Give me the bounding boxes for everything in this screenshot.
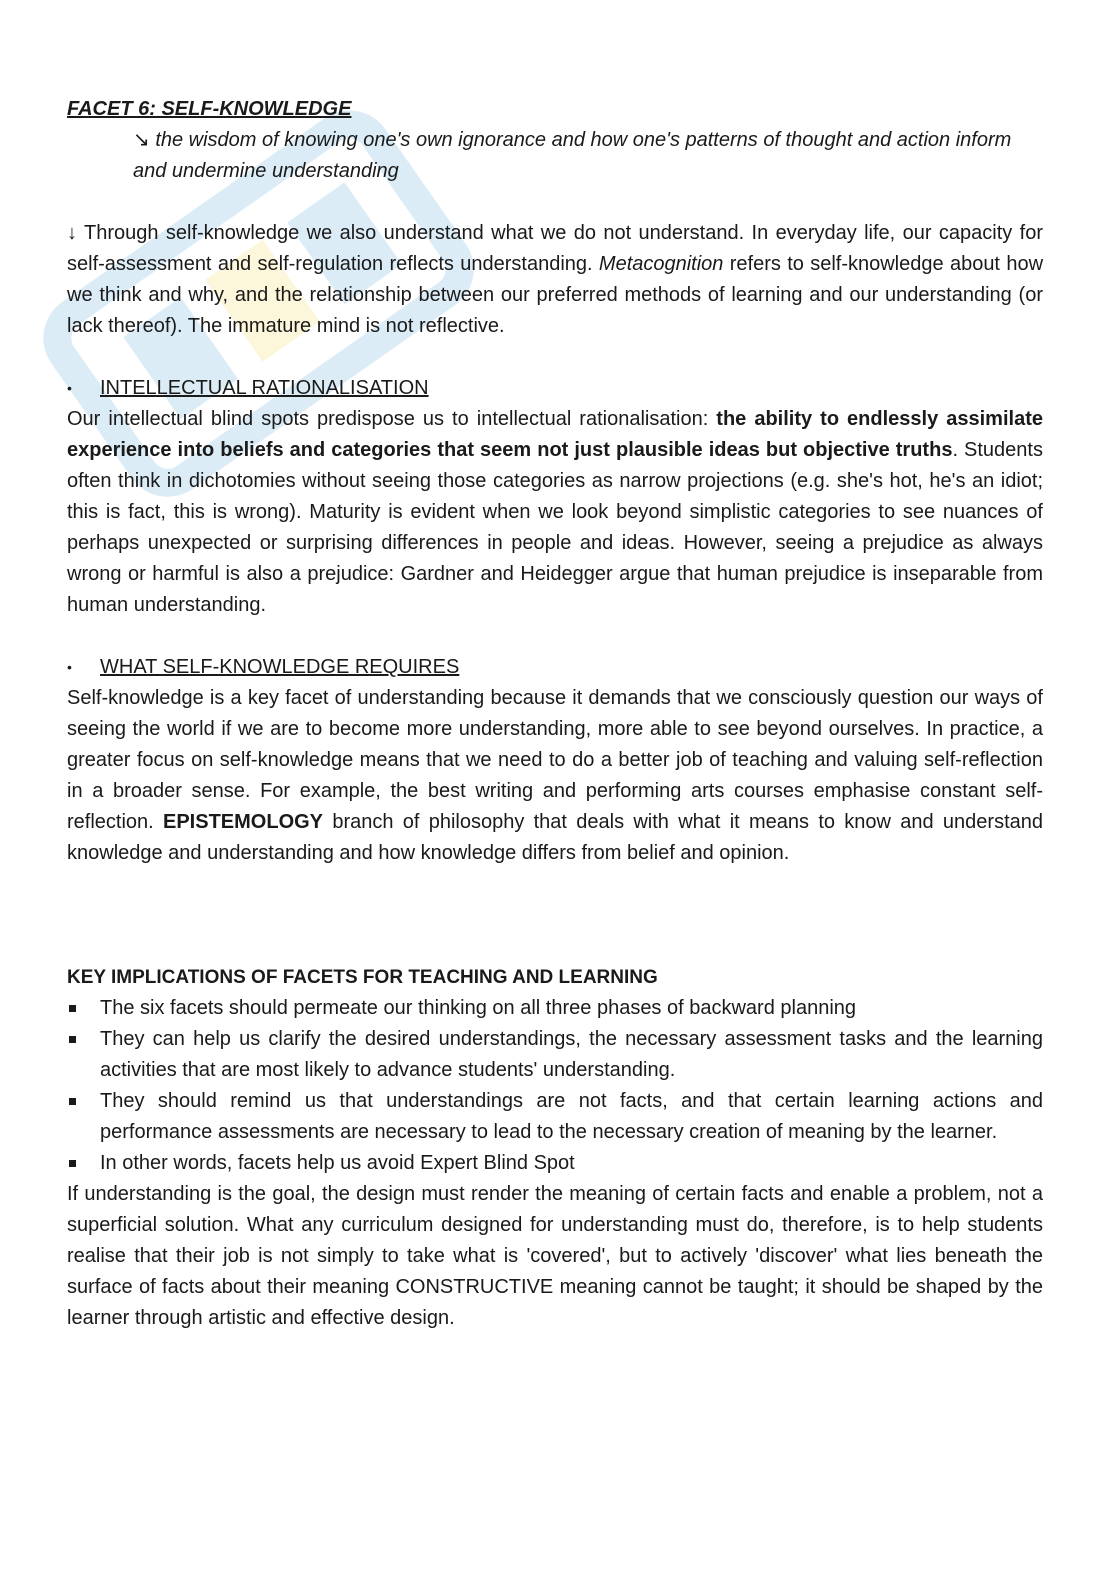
down-arrow-icon: ↓ bbox=[67, 222, 77, 244]
bullet-icon: • bbox=[67, 380, 72, 396]
bullet-icon: • bbox=[67, 659, 72, 675]
list-item: They can help us clarify the desired understandings, the necessary assessment tasks and the learning activities that are most likely to advance students' understanding. bbox=[67, 1024, 1043, 1086]
intro-paragraph: ↓ Through self-knowledge we also understand what we do not understand. In everyday life, our capacity for self-assessment and self-regulation reflects understanding. Metacognition refers to self-knowledge about how we think and why, and the relationship between our preferred methods of learning and our understanding (or lack thereof). The immature mind is not reflective. bbox=[67, 222, 1044, 337]
requires-paragraph: Self-knowledge is a key facet of understanding because it demands that we consciously question our ways of seeing the world if we are to become more understanding, more able to see beyond ourselves. In practice, a greater focus on self-knowledge means that we need to do a better job of teaching and valuing self-reflection in a broader sense. For example, the best writing and performing arts courses emphasise constant self-reflection. EPISTEMOLOGY branch of philosophy that deals with what it means to know and understand knowledge and understanding and how knowledge differs from belief and opinion. bbox=[67, 687, 1043, 864]
list-item: In other words, facets help us avoid Expert Blind Spot bbox=[67, 1148, 1043, 1179]
list-item: They should remind us that understandings are not facts, and that certain learning actions and performance assessments are necessary to lead to the necessary creation of meaning by the learner. bbox=[67, 1086, 1043, 1148]
implications-heading: KEY IMPLICATIONS OF FACETS FOR TEACHING AND LEARNING bbox=[67, 967, 658, 988]
facet-subtitle: ↘ the wisdom of knowing one's own ignorance and how one's patterns of thought and action inform and undermine understanding bbox=[133, 129, 1012, 182]
facet-title: FACET 6: SELF-KNOWLEDGE bbox=[67, 98, 352, 120]
document-page bbox=[67, 94, 1043, 1334]
requires-heading: • WHAT SELF-KNOWLEDGE REQUIRES bbox=[67, 652, 1043, 683]
rationalisation-heading: • INTELLECTUAL RATIONALISATION bbox=[67, 373, 1043, 404]
list-item: The six facets should permeate our thinking on all three phases of backward planning bbox=[67, 993, 1043, 1024]
implications-list bbox=[67, 993, 1043, 1179]
rationalisation-paragraph: Our intellectual blind spots predispose us to intellectual rationalisation: the ability to endlessly assimilate experience into beliefs and categories that seem not just plausible ideas but objective truths. Students often think in dichotomies without seeing those categories as narrow projections (e.g. she's hot, he's an idiot; this is fact, this is wrong). Maturity is evident when we look beyond simplistic categories to see nuances of perhaps unexpected or surprising differences in people and ideas. However, seeing a prejudice as always wrong or harmful is also a prejudice: Gardner and Heidegger argue that human prejudice is inseparable from human understanding. bbox=[67, 408, 1043, 616]
closing-paragraph: If understanding is the goal, the design must render the meaning of certain facts and enable a problem, not a superficial solution. What any curriculum designed for understanding must do, therefore, is to help students realise that their job is not simply to take what is 'covered', but to actively 'discover' what lies beneath the surface of facts about their meaning CONSTRUCTIVE meaning cannot be taught; it should be shaped by the learner through artistic and effective design. bbox=[67, 1183, 1043, 1329]
